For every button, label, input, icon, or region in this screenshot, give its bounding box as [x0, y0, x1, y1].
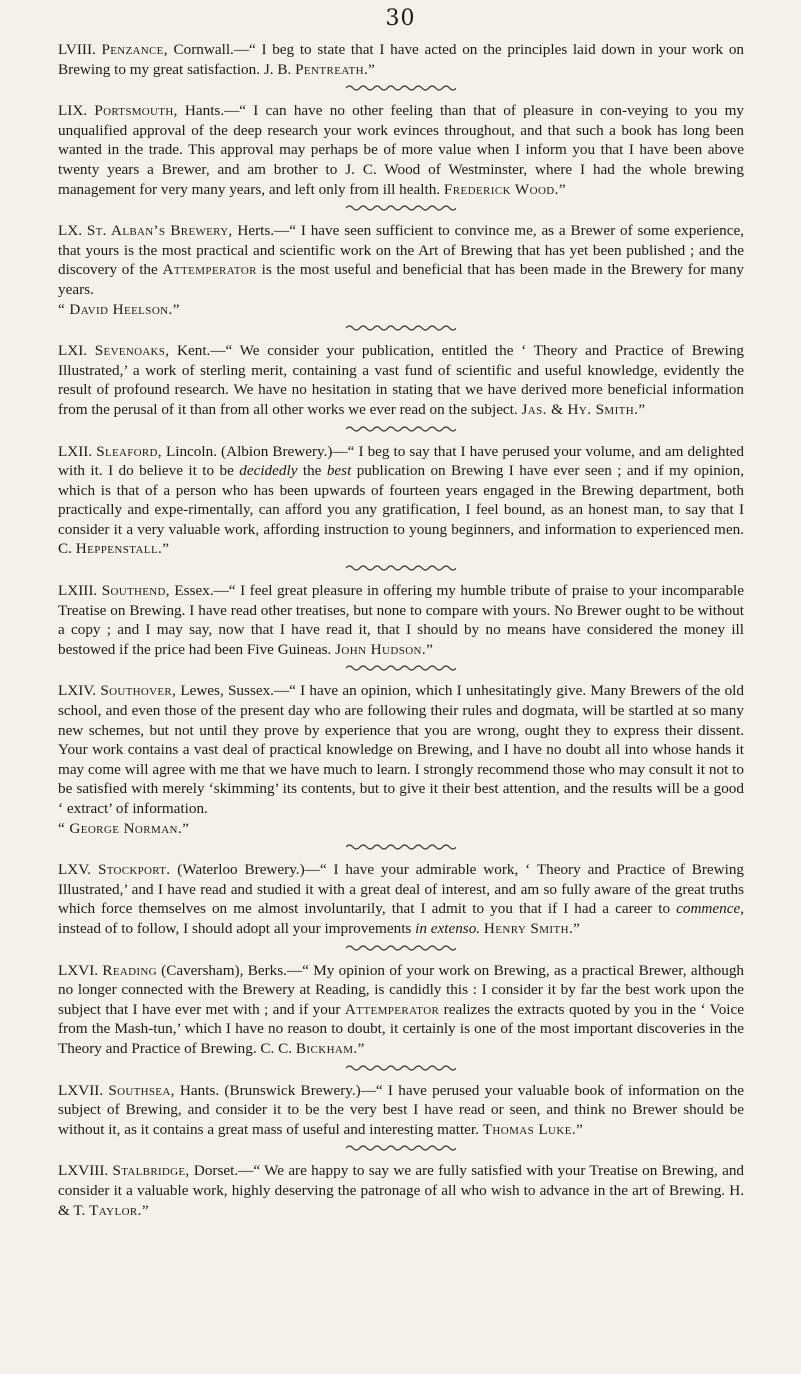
entry-signature: Bickham.” — [295, 1039, 365, 1057]
entry-number: LXIV. — [58, 682, 97, 700]
entry-signature: “ David Heelson.” — [58, 300, 180, 318]
entry-place: Southsea, — [108, 1081, 175, 1099]
entry-signature: “ George Norman.” — [58, 819, 190, 837]
entry-emphasis: commence — [676, 900, 741, 918]
entry-signature: Frederick Wood.” — [443, 180, 566, 198]
entry-signature-line — [58, 300, 744, 320]
testimonial-63 — [58, 581, 744, 659]
testimonial-64 — [58, 681, 744, 818]
entry-number: LXV. — [58, 861, 92, 879]
entry-place: Sevenoaks, — [94, 342, 170, 360]
entry-number: LIX. — [58, 102, 88, 120]
entry-text: Lincoln. (Albion Brewery.)—“ I beg to say that I have perused your volume, and am delighted with it. I do believe it to be — [58, 442, 745, 480]
entry-number: LXVII. — [58, 1081, 104, 1099]
entry-text: Lewes, Sussex.—“ I have an opinion, which I unhesitatingly give. Many Brewers of the old school, and even those of the present day who are following their rules and dogmata, will be startled at so many new schemes, but not until they prove by experience that you are wrong, ought they to express their dissent. Your work contains a vast deal of practical knowledge on Brewing, and I have no doubt all into whose hands it may come will agree with me that we have much to learn. I strongly recommend those who may consult it not to be satisfied with merely ‘skimming’ its contents, but to give it their best attention, and the results will be a good ‘ extract’ of information. — [58, 682, 744, 817]
testimonial-60 — [58, 221, 744, 299]
wavy-divider — [346, 564, 456, 574]
wavy-divider — [346, 324, 456, 334]
testimonial-59 — [58, 101, 744, 199]
wavy-divider — [346, 944, 456, 954]
entry-signature: Henry Smith.” — [483, 919, 581, 937]
attemperator-term: Attemperator — [344, 1000, 440, 1018]
entry-text: realizes the extracts quoted by you in the ‘ Voice from the Mash-tun,’ which I have no reason to doubt, it certainly is one of the most important discoveries in the Theory and Practice of Brewing. C. C. — [58, 1000, 744, 1057]
testimonial-62 — [58, 442, 744, 560]
wavy-divider — [346, 204, 456, 214]
wavy-divider — [346, 425, 456, 435]
wavy-divider — [346, 843, 456, 853]
entry-text: Essex.—“ I feel great pleasure in offering my humble tribute of praise to your incomparable Treatise on Brewing. I have read other treatises, but none to compare with yours. No Brewer ought to be without a copy ; and I may say, now that I have read it, that I should by no means have considered the money ill bestowed if the price had been Five Guineas. — [58, 582, 744, 658]
wavy-divider — [346, 1064, 456, 1074]
entry-text: Kent.—“ We consider your publication, entitled the ‘ Theory and Practice of Brewing Illustrated,’ a work of sterling merit, containing a vast fund of scientific and useful knowledge, evidently the result of profound research. We have no hesitation in stating that we have derived more beneficial information from the perusal of it than from all other works we ever read on the subject. — [58, 342, 745, 418]
entry-place: Southend, — [101, 582, 170, 600]
entry-emphasis: in extenso. — [415, 919, 481, 937]
entry-place: St. Alban’s Brewery, — [86, 222, 233, 240]
entry-signature: Pentreath.” — [295, 60, 376, 78]
entry-signature-line — [58, 819, 744, 839]
entry-text: Hants.—“ I can have no other feeling than that of pleasure in con-veying to you my unqualified approval of the deep research your work evinces throughout, and that such a book has long been wanted in the trade. This approval may perhaps be of more value when I inform you that I have been above twenty years a Brewer, and am brother to J. C. Wood of Westminster, where I had the whole brewing management for very many years, and left only from ill health. — [58, 102, 744, 198]
wavy-divider — [346, 1144, 456, 1154]
wavy-divider — [346, 664, 456, 674]
wavy-divider — [346, 84, 456, 94]
page-number: 30 — [385, 6, 416, 31]
entry-text: Dorset.—“ We are happy to say we are fully satisfied with your Treatise on Brewing, and consider it a valuable work, highly deserving the patronage of all who wish to advance in the art of Brewing. H. & T. — [58, 1162, 745, 1219]
entry-signature: Jas. & Hy. Smith.” — [521, 400, 646, 418]
entry-text: Hants. (Brunswick Brewery.)—“ I have perused your valuable book of information on the subject of Brewing, and consider it to be the very best I have read or seen, and think no Brewer should be without it, as it contains a great mass of useful and interesting matter. — [58, 1081, 745, 1138]
testimonial-65 — [58, 860, 744, 938]
entry-place: Reading — [102, 961, 157, 979]
entry-signature: Thomas Luke.” — [482, 1120, 584, 1138]
testimonial-68 — [58, 1161, 744, 1220]
entry-emphasis: decidedly — [239, 462, 298, 480]
entry-place: Southover, — [100, 682, 177, 700]
entry-text: Cornwall.—“ I beg to state that I have acted on the principles laid down in your work on Brewing to my great satisfaction. J. B. — [58, 41, 745, 78]
entry-text: Herts.—“ I have seen sufficient to convince me, as a Brewer of some experience, that yours is the most practical and scientific work on the Art of Brewing that has yet been published ; and the discovery of the — [58, 222, 744, 279]
entry-place: Penzance, — [101, 41, 168, 58]
entry-text: (Caversham), Berks.—“ My opinion of your work on Brewing, as a practical Brewer, although no longer connected with the Brewery at Reading, is candidly this : I consider it by far the best work upon the subject that I have ever met with ; and if your — [58, 961, 745, 1018]
testimonial-66 — [58, 961, 744, 1059]
entry-place: Stockport. — [97, 861, 171, 879]
entry-signature: Taylor.” — [89, 1201, 149, 1219]
entry-text: publication on Brewing I have ever seen ; and if my opinion, which is that of a person who has been upwards of fourteen years engaged in the Brewing department, both practically and expe-rimentally, can afford you any gratification, I feel bound, as an honest man, to say that I consider it a very valuable work, affording instruction to young beginners, and information to experienced men. C. — [58, 462, 744, 558]
entry-number: LXVI. — [58, 961, 99, 979]
entry-place: Sleaford, — [96, 442, 162, 460]
entry-number: LVIII. — [58, 41, 96, 58]
entry-text: the — [297, 462, 327, 480]
entry-number: LXII. — [58, 442, 93, 460]
entry-text: , instead of to follow, I should adopt all your improvements — [58, 900, 744, 937]
entry-number: LX. — [58, 222, 83, 240]
entry-text: is the most useful and beneficial that has been made in the Brewery for many years. — [58, 261, 745, 298]
entry-number: LXI. — [58, 342, 88, 360]
testimonials-list — [58, 40, 744, 1220]
entry-text: (Waterloo Brewery.)—“ I have your admirable work, ‘ Theory and Practice of Brewing Illustrated,’ and I have read and studied it with a great deal of interest, and am so fully aware of the great truths which force themselves on me almost involuntarily, that I admit to you that if I had a career to — [58, 861, 745, 918]
entry-signature: John Hudson.” — [335, 640, 434, 658]
testimonial-58 — [58, 40, 744, 79]
entry-number: LXIII. — [58, 582, 98, 600]
entry-place: Portsmouth, — [94, 102, 178, 120]
attemperator-term: Attemperator — [162, 261, 257, 279]
entry-number: LXVIII. — [58, 1162, 109, 1180]
testimonial-61 — [58, 341, 744, 419]
entry-signature: Heppenstall.” — [75, 540, 170, 558]
entry-place: Stalbridge, — [112, 1162, 190, 1180]
testimonial-67 — [58, 1081, 744, 1140]
entry-emphasis: best — [326, 462, 352, 480]
